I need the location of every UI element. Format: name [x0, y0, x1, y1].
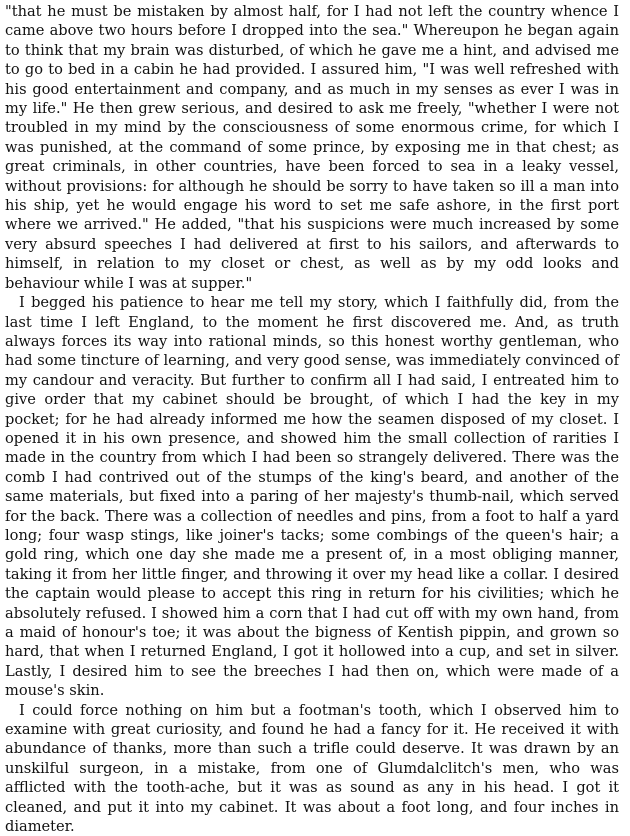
paragraph-1: "that he must be mistaken by almost half, for I had not left the country whence I came above two hours before I dropped into the sea." Whereupon he began again to think that my brain was disturbed, of which he gave me a hint, and advised me to go to bed in a cabin he had provided. I assured him, "I was well refreshed with his good entertainment and company, and as much in my senses as ever I was in my life." He then grew serious, and desired to ask me freely, "whether I were not troubled in my mind by the consciousness of some enormous crime, for which I was punished, at the command of some prince, by exposing me in that chest; as great criminals, in other countries, have been forced to sea in a leaky vessel, without provisions: for although he should be sorry to have taken so ill a man into his ship, yet he would engage his word to set me safe ashore, in the first port where we arrived." He added, "that his suspicions were much increased by some very absurd speeches I had delivered at first to his sailors, and afterwards to himself, in relation to my closet or chest, as well as by my odd looks and behaviour while I was at supper.": [5, 3, 619, 292]
paragraph-2: I begged his patience to hear me tell my story, which I faithfully did, from the last time I left England, to the moment he first discovered me. And, as truth always forces its way into rational minds, so this honest worthy gentleman, who had some tincture of learning, and very good sense, was immediately convinced of my candour and veracity. But further to confirm all I had said, I entreated him to give order that my cabinet should be brought, of which I had the key in my pocket; for he had already informed me how the seamen disposed of my closet. I opened it in his own presence, and showed him the small collection of rarities I made in the country from which I had been so strangely delivered. There was the comb I had contrived out of the stumps of the king's beard, and another of the same materials, but fixed into a paring of her majesty's thumb-nail, which served for the back. There was a collection of needles and pins, from a foot to half a yard long; four wasp stings, like joiner's tacks; some combings of the queen's hair; a gold ring, which one day she made me a present of, in a most obliging manner, taking it from her little finger, and throwing it over my head like a collar. I desired the captain would please to accept this ring in return for his civilities; which he absolutely refused. I showed him a corn that I had cut off with my own hand, from a maid of honour's toe; it was about the bigness of Kentish pippin, and grown so hard, that when I returned England, I got it hollowed into a cup, and set in silver. Lastly, I desired him to see the breeches I had then on, which were made of a mouse's skin.: [5, 294, 619, 700]
paragraph-3: I could force nothing on him but a footman's tooth, which I observed him to examine with great curiosity, and found he had a fancy for it. He received it with abundance of thanks, more than such a trifle could deserve. It was drawn by an unskilful surgeon, in a mistake, from one of Glumdalclitch's men, who was afflicted with the tooth-ache, but it was as sound as any in his head. I got it cleaned, and put it into my cabinet. It was about a foot long, and four inches in diameter.: [5, 701, 619, 836]
page-text: [5, 2, 619, 836]
